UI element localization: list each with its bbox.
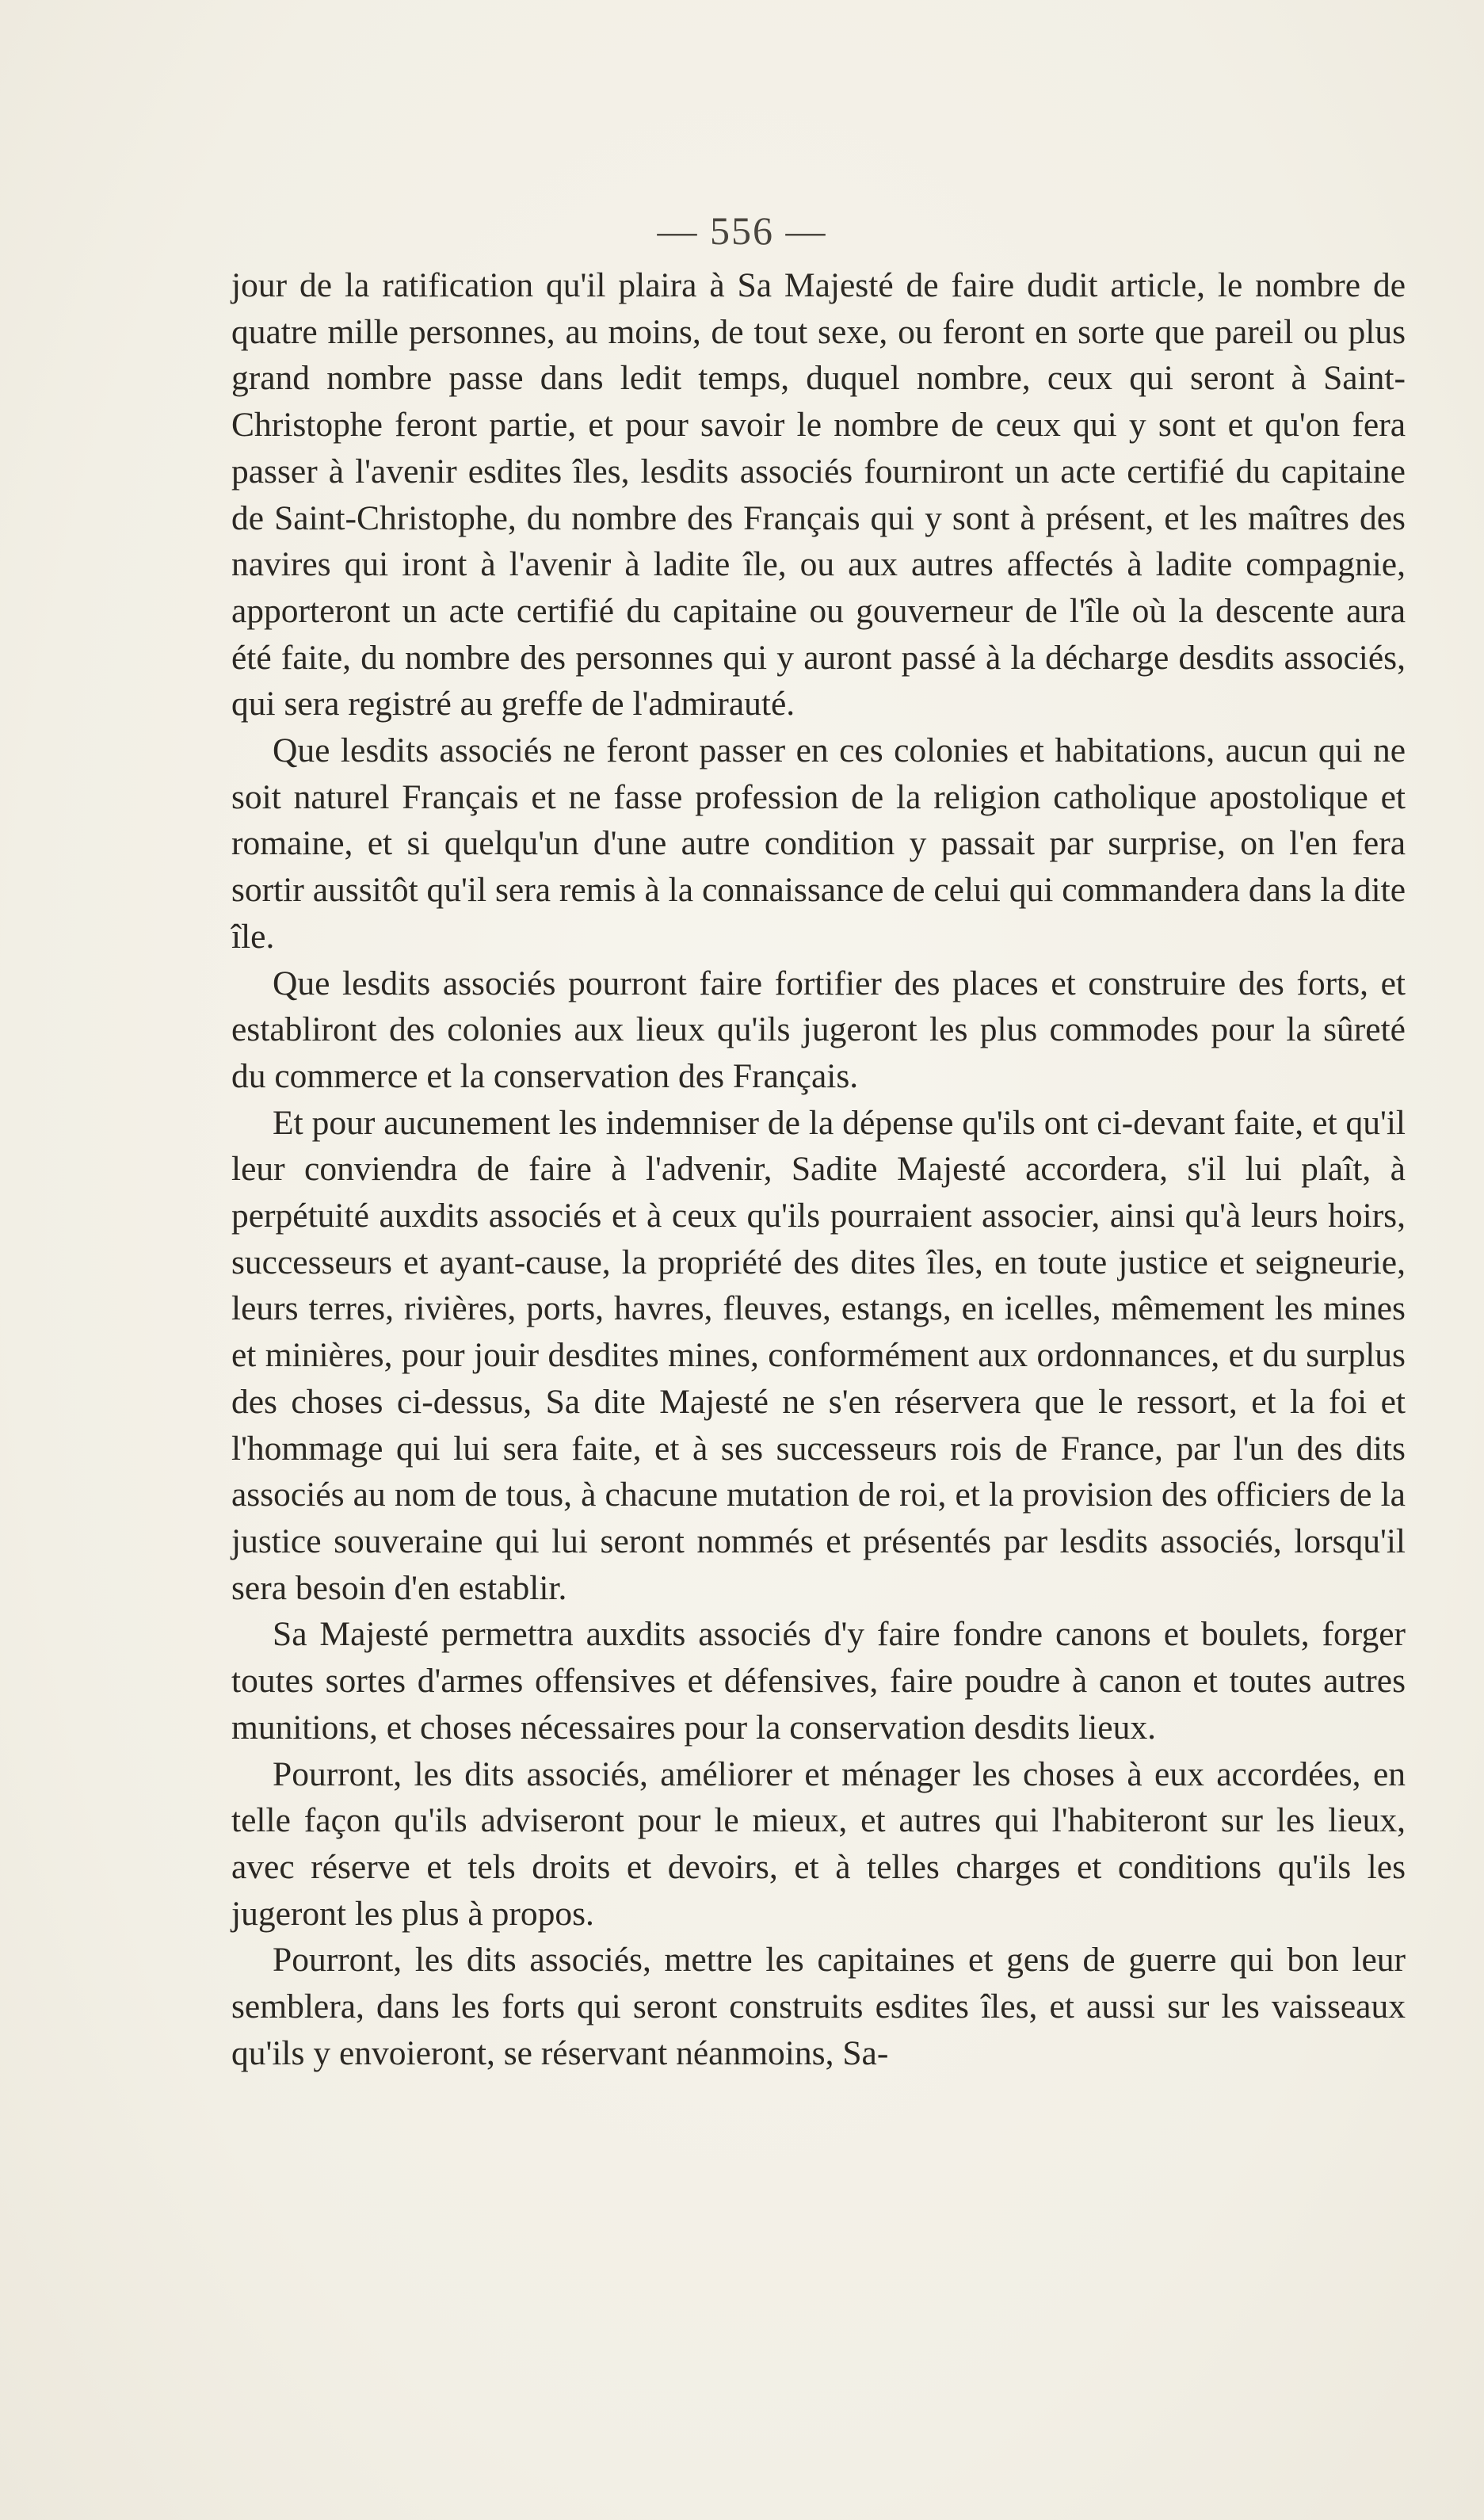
paragraph: Que lesdits associés pourront faire fortifier des places et construire des forts, et establiront des colonies aux lieux qu'ils jugeront les plus commodes pour la sûreté du commerce et la conservation des Français. [231,964,1406,1095]
paragraph: Pourront, les dits associés, mettre les capitaines et gens de guerre qui bon leur semblera, dans les forts qui seront construits esdites îles, et aussi sur les vaisseaux qu'ils y envoieront, se réservant néanmoins, Sa- [231,1941,1406,2072]
paragraph: Pourront, les dits associés, améliorer et ménager les choses à eux accordées, en telle façon qu'ils adviseront pour le mieux, et autres qui l'habiteront sur les lieux, avec réserve et tels droits et devoirs, et à telles charges et conditions qu'ils les jugeront les plus à propos. [231,1754,1406,1933]
paragraph: Sa Majesté permettra auxdits associés d'y faire fondre canons et boulets, forger toutes sortes d'armes offensives et défensives, faire poudre à canon et toutes autres munitions, et choses nécessaires pour la conservation desdits lieux. [231,1615,1406,1747]
paragraph: Et pour aucunement les indemniser de la dépense qu'ils ont ci-devant faite, et qu'il leur conviendra de faire à l'advenir, Sadite Majesté accordera, s'il lui plaît, à perpétuité auxdits associés et à ceux qu'ils pourraient associer, ainsi qu'à leurs hoirs, successeurs et ayant-cause, la propriété des dites îles, en toute justice et seigneurie, leurs terres, rivières, ports, havres, fleuves, estangs, en icelles, mêmement les mines et minières, pour jouir desdites mines, conformément aux ordonnances, et du surplus des choses ci-dessus, Sa dite Majesté ne s'en réservera que le ressort, et la foi et l'hommage qui lui sera faite, et à ses successeurs rois de France, par l'un des dits associés au nom de tous, à chacune mutation de roi, et la provision des officiers de la justice souveraine qui lui seront nommés et présentés par lesdits associés, lorsqu'il sera besoin d'en establir. [231,1103,1406,1607]
page-number: — 556 — [657,208,827,253]
body-text [231,262,1406,2076]
paragraph: Que lesdits associés ne feront passer en ces colonies et habitations, aucun qui ne soit naturel Français et ne fasse profession de la religion catholique apostolique et romaine, et si quelqu'un d'une autre condition y passait par surprise, on l'en fera sortir aussitôt qu'il sera remis à la connaissance de celui qui commandera dans la dite île. [231,731,1406,956]
paragraph: jour de la ratification qu'il plaira à Sa Majesté de faire dudit article, le nombre de quatre mille personnes, au moins, de tout sexe, ou feront en sorte que pareil ou plus grand nombre passe dans ledit temps, duquel nombre, ceux qui seront à Saint-Christophe feront partie, et pour savoir le nombre de ceux qui y sont et qu'on fera passer à l'avenir esdites îles, lesdits associés fourniront un acte certifié du capitaine de Saint-Christophe, du nombre des Français qui y sont à présent, et les maîtres des navires qui iront à l'avenir à ladite île, ou aux autres affectés à ladite compagnie, apporteront un acte certifié du capitaine ou gouverneur de l'île où la descente aura été faite, du nombre des personnes qui y auront passé à la décharge desdits associés, qui sera registré au greffe de l'admirauté. [231,266,1406,724]
